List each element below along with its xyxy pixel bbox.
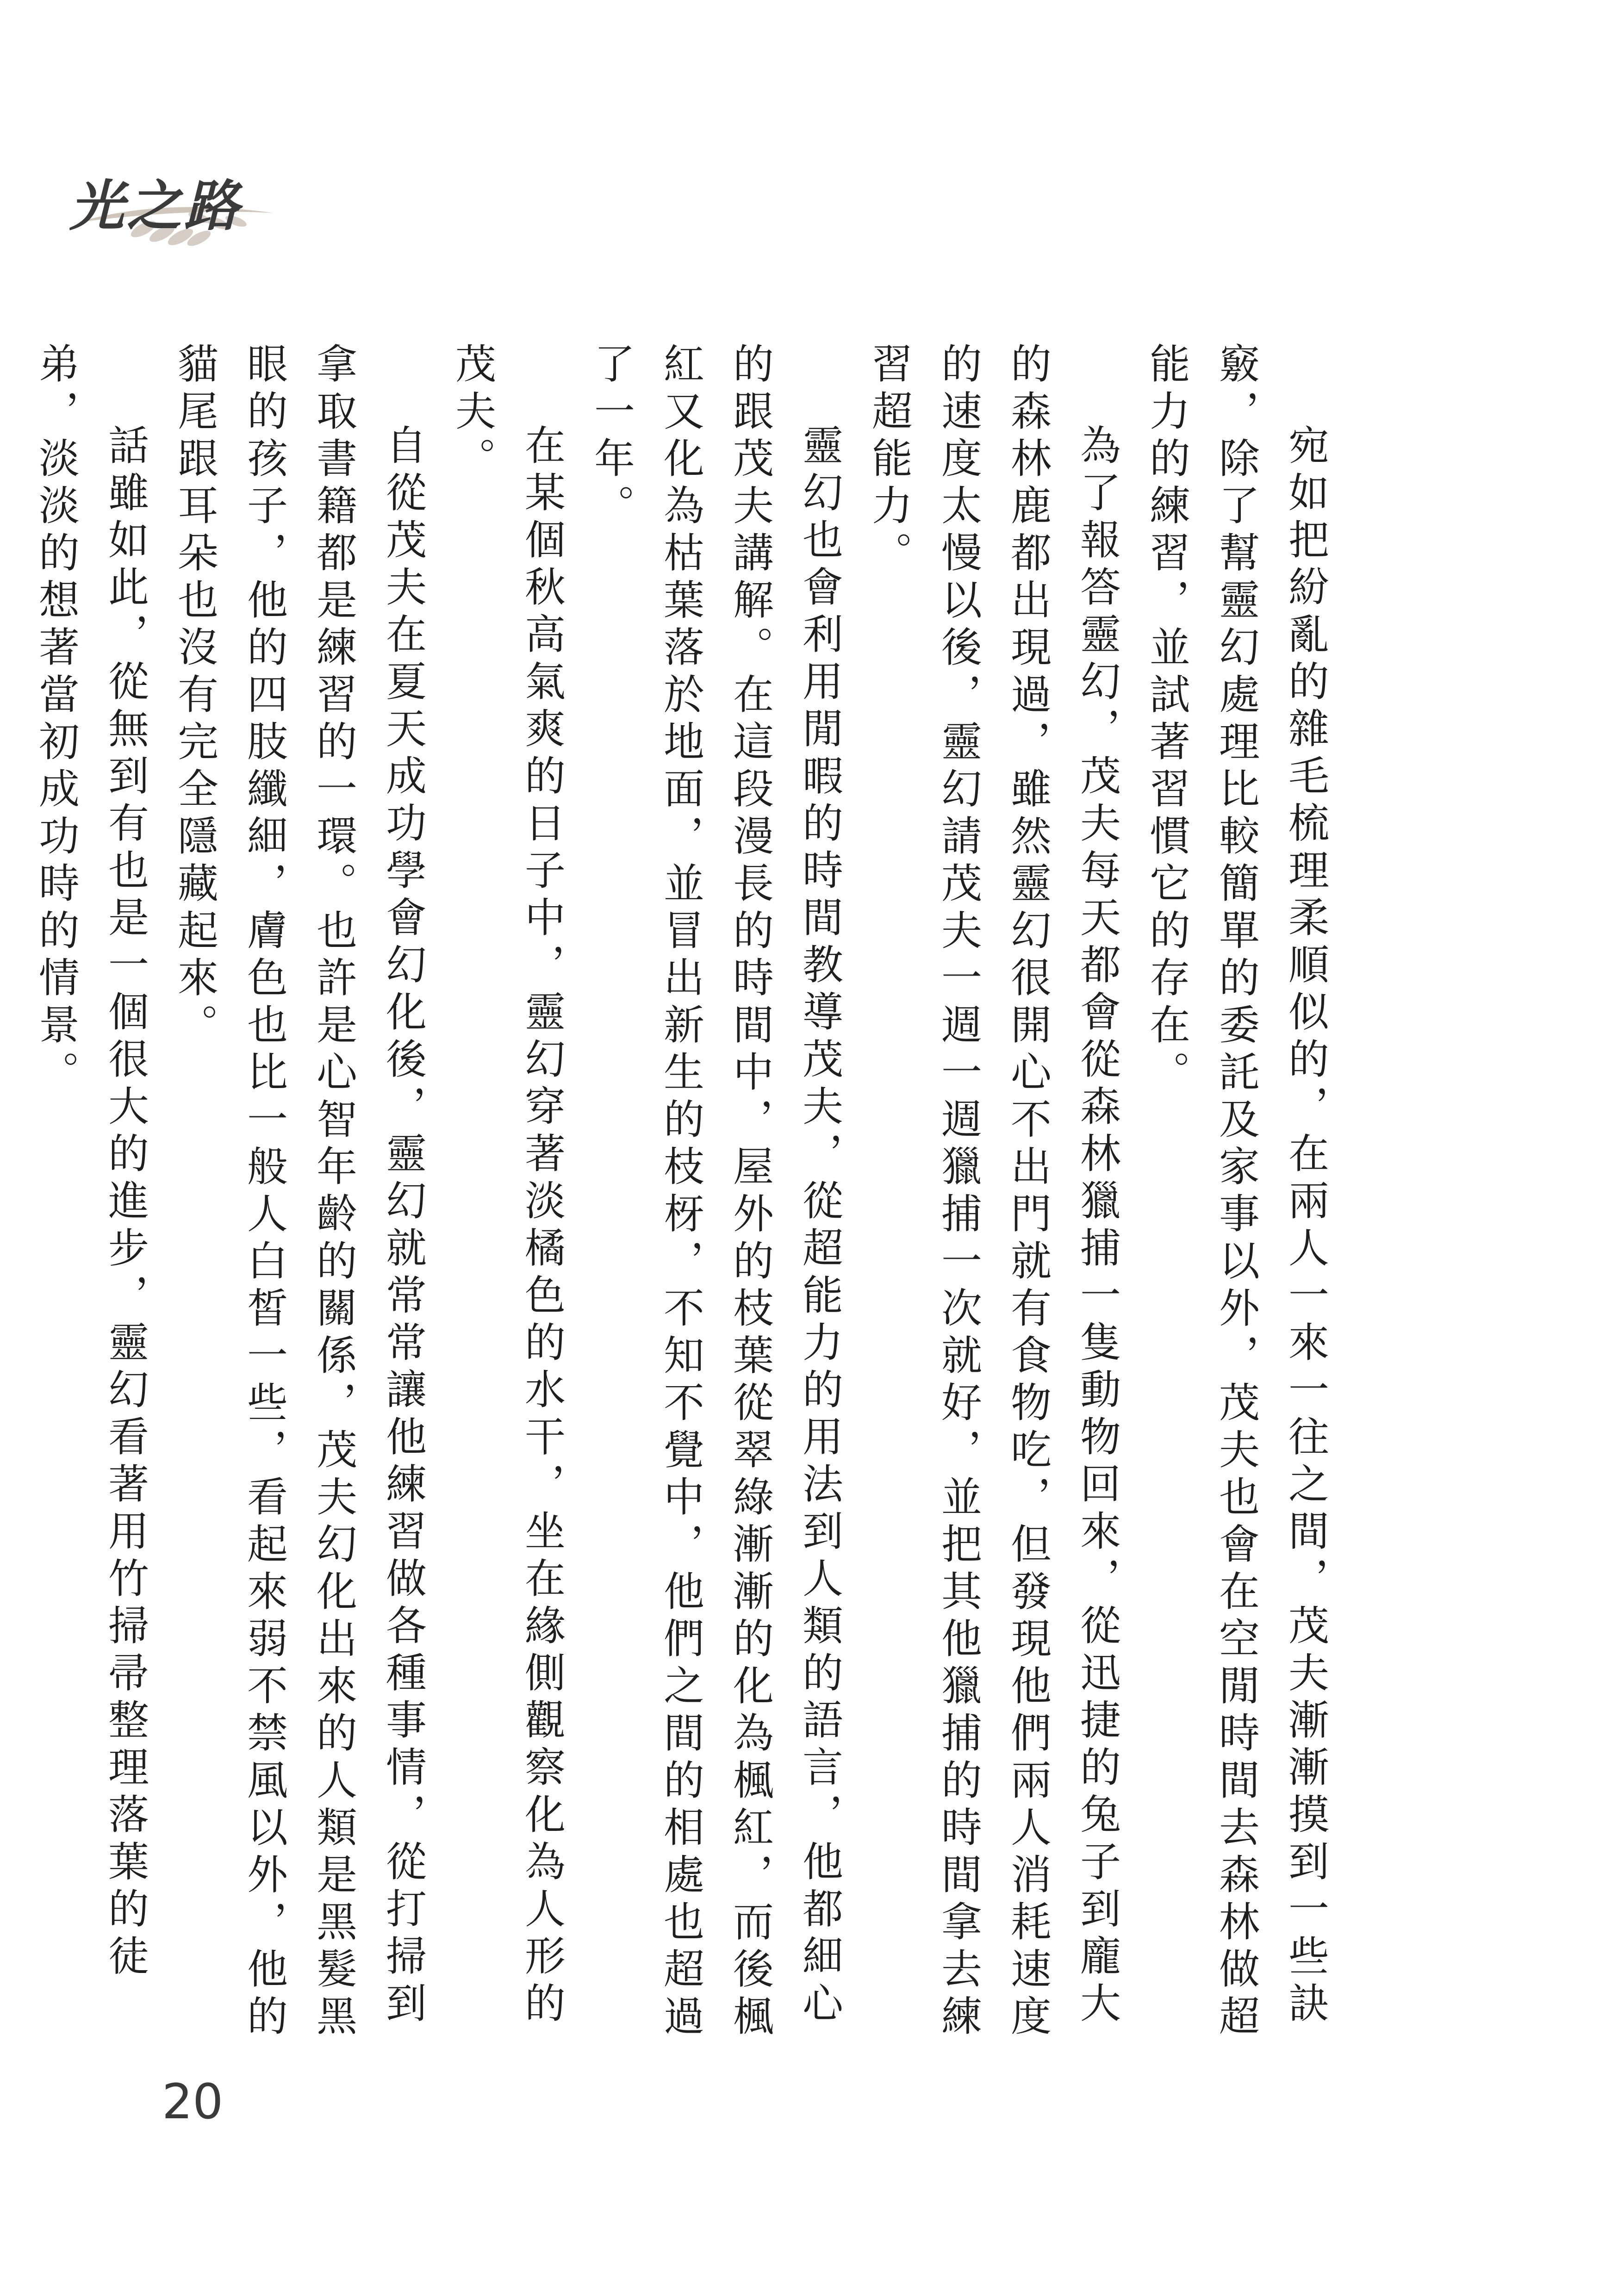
paragraph: 靈幻也會利用閒暇的時間教導茂夫，從超能力的用法到人類的語言，他都細心的跟茂夫講解。在這段漫長的時間中，屋外的枝葉從翠綠漸漸的化為楓紅，而後楓紅又化為枯葉落於地面，並冒出新生的枝枒，不知不覺中，他們之間的相處也超過了一年。 — [588, 342, 844, 2042]
paragraph: 為了報答靈幻，茂夫每天都會從森林獵捕一隻動物回來，從迅捷的兔子到龐大的森林鹿都出現過，雖然靈幻很開心不出門就有食物吃，但發現他們兩人消耗速度的速度太慢以後，靈幻請茂夫一週一週獵捕一次就好，並把其他獵捕的時間拿去練習超能力。 — [865, 342, 1121, 2042]
paragraph: 宛如把紛亂的雜毛梳理柔順似的，在兩人一來一往之間，茂夫漸漸摸到一些訣竅，除了幫靈幻處理比較簡單的委託及家事以外，茂夫也會在空閒時間去森林做超能力的練習，並試著習慣它的存在。 — [1143, 342, 1330, 2042]
running-header — [60, 153, 278, 264]
paragraph: 在某個秋高氣爽的日子中，靈幻穿著淡橘色的水干，坐在緣側觀察化為人形的茂夫。 — [449, 342, 566, 2029]
body-text — [21, 342, 1340, 2046]
paragraph: 話雖如此，從無到有也是一個很大的進步，靈幻看著用竹掃帚整理落葉的徒弟，淡淡的想著當初成功時的情景。 — [32, 342, 149, 1982]
header-title: 光之路 — [69, 174, 242, 238]
page-number: 20 — [162, 2073, 224, 2130]
paragraph: 自從茂夫在夏天成功學會幻化後，靈幻就常常讓他練習做各種事情，從打掃到拿取書籍都是練習的一環。也許是心智年齡的關係，茂夫幻化出來的人類是黑髮黑眼的孩子，他的四肢纖細，膚色也比一般人白皙一些，看起來弱不禁風以外，他的貓尾跟耳朵也沒有完全隱藏起來。 — [171, 342, 427, 2042]
